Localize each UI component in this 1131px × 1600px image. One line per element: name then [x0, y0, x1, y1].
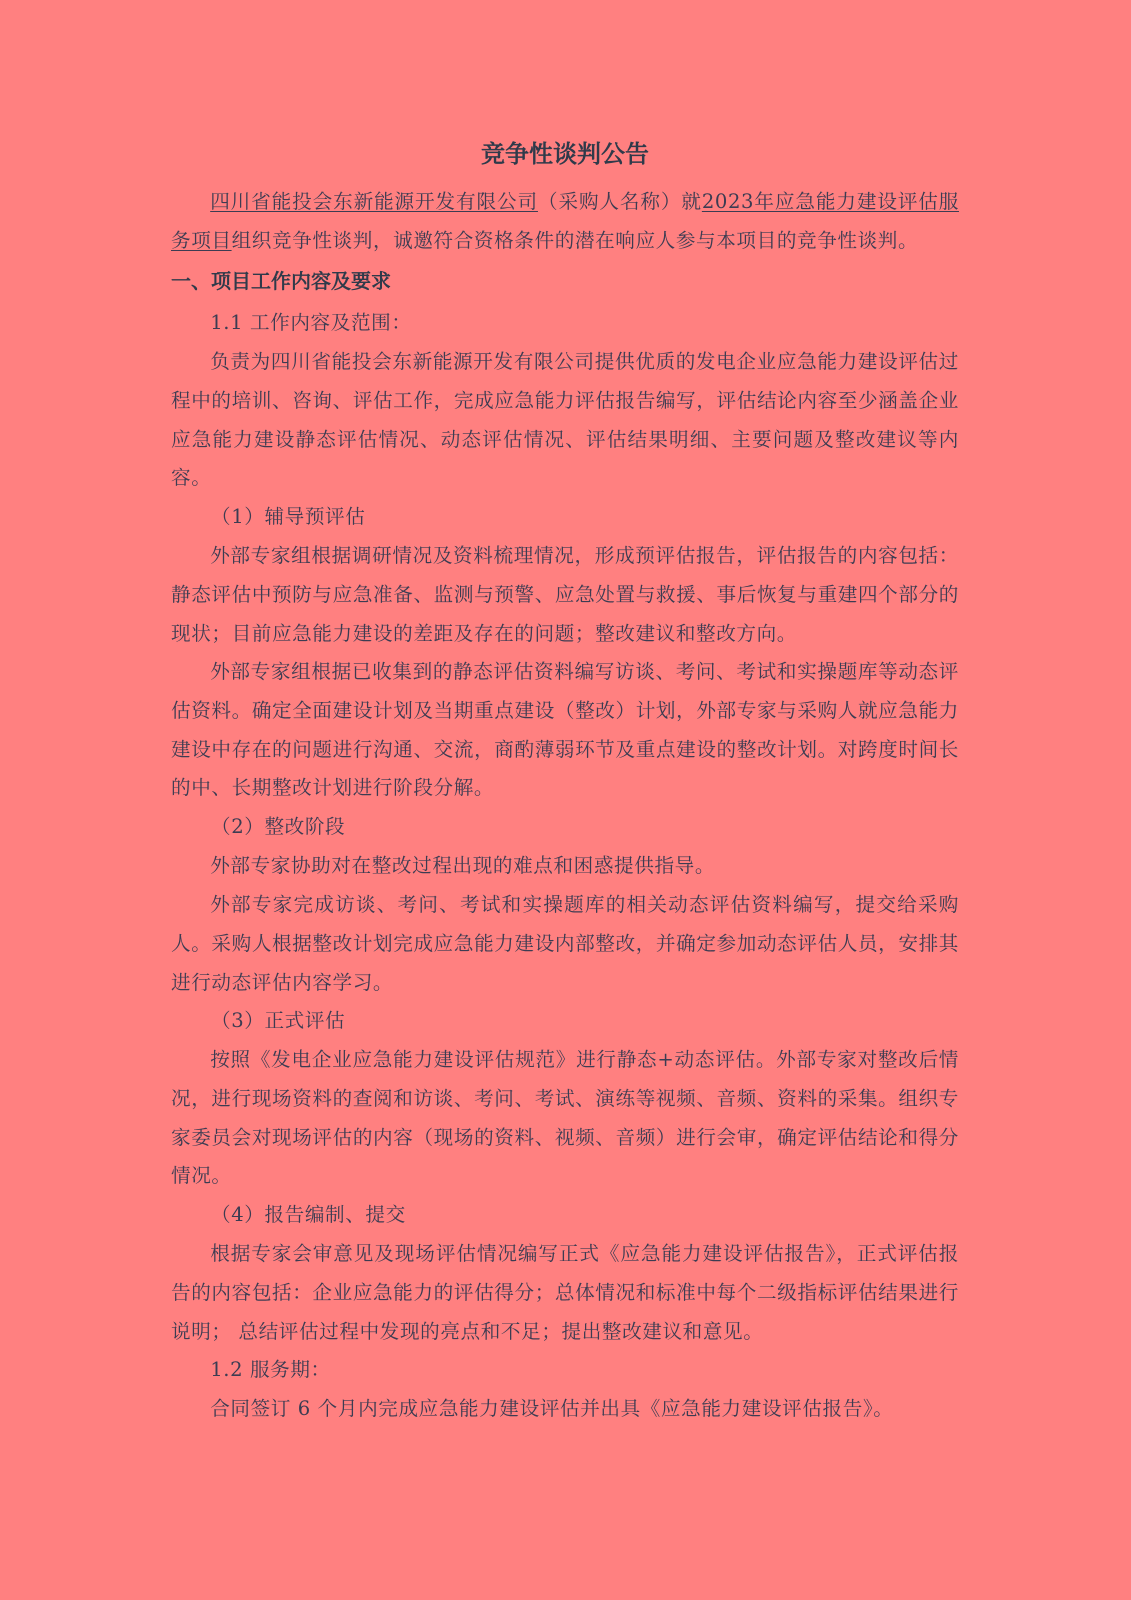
subsection-label-1-1: 1.1 工作内容及范围： [210, 311, 412, 334]
rectification-paragraph-b: 外部专家完成访谈、考问、考试和实操题库的相关动态评估资料编写，提交给采购人。采购人根据整改计划完成应急能力建设内部整改，并确定参加动态评估人员，安排其进行动态评估内容学习。 [171, 893, 959, 994]
subsection-label-1-2: 1.2 服务期： [210, 1358, 331, 1381]
service-period-paragraph: 合同签订 6 个月内完成应急能力建设评估并出具《应急能力建设评估报告》。 [210, 1397, 894, 1420]
report-paragraph: 根据专家会审意见及现场评估情况编写正式《应急能力建设评估报告》，正式评估报告的内容包括：企业应急能力的评估得分；总体情况和标准中每个二级指标评估结果进行说明； 总结评估过程中发现的亮点和不足；提出整改建议和意见。 [171, 1242, 959, 1343]
project-name: 2023年应急能力建设评估服务项目 [171, 190, 959, 252]
formal-evaluation-paragraph: 按照《发电企业应急能力建设评估规范》进行静态+动态评估。外部专家对整改后情况，进行现场资料的查阅和访谈、考问、考试、演练等视频、音频、资料的采集。组织专家委员会对现场评估的内容（现场的资料、视频、音频）进行会审，确定评估结论和得分情况。 [171, 1048, 959, 1188]
pre-evaluation-paragraph-a: 外部专家组根据调研情况及资料梳理情况，形成预评估报告，评估报告的内容包括：静态评估中预防与应急准备、监测与预警、应急处置与救援、事后恢复与重建四个部分的现状；目前应急能力建设的差距及存在的问题；整改建议和整改方向。 [171, 544, 959, 645]
section-heading: 一、项目工作内容及要求 [171, 269, 391, 293]
item-label-2: （2）整改阶段 [211, 815, 346, 838]
buyer-name: 四川省能投会东新能源开发有限公司 [210, 190, 538, 213]
item-label-3: （3）正式评估 [211, 1009, 346, 1032]
work-scope-paragraph: 负责为四川省能投会东新能源开发有限公司提供优质的发电企业应急能力建设评估过程中的培训、咨询、评估工作，完成应急能力评估报告编写，评估结论内容至少涵盖企业应急能力建设静态评估情况、动态评估情况、评估结果明细、主要问题及整改建议等内容。 [171, 350, 959, 490]
pre-evaluation-paragraph-b: 外部专家组根据已收集到的静态评估资料编写访谈、考问、考试和实操题库等动态评估资料。确定全面建设计划及当期重点建设（整改）计划，外部专家与采购人就应急能力建设中存在的问题进行沟通、交流，商酌薄弱环节及重点建设的整改计划。对跨度时间长的中、长期整改计划进行阶段分解。 [171, 660, 959, 800]
item-label-4: （4）报告编制、提交 [211, 1203, 406, 1226]
intro-paragraph [171, 183, 959, 261]
buyer-note: （采购人名称）就 [537, 190, 702, 213]
rectification-paragraph-a: 外部专家协助对在整改过程出现的难点和困惑提供指导。 [210, 854, 716, 877]
item-label-1: （1）辅导预评估 [211, 505, 366, 528]
document-title: 竞争性谈判公告 [481, 140, 649, 168]
intro-rest: 组织竞争性谈判，诚邀符合资格条件的潜在响应人参与本项目的竞争性谈判。 [231, 228, 919, 252]
